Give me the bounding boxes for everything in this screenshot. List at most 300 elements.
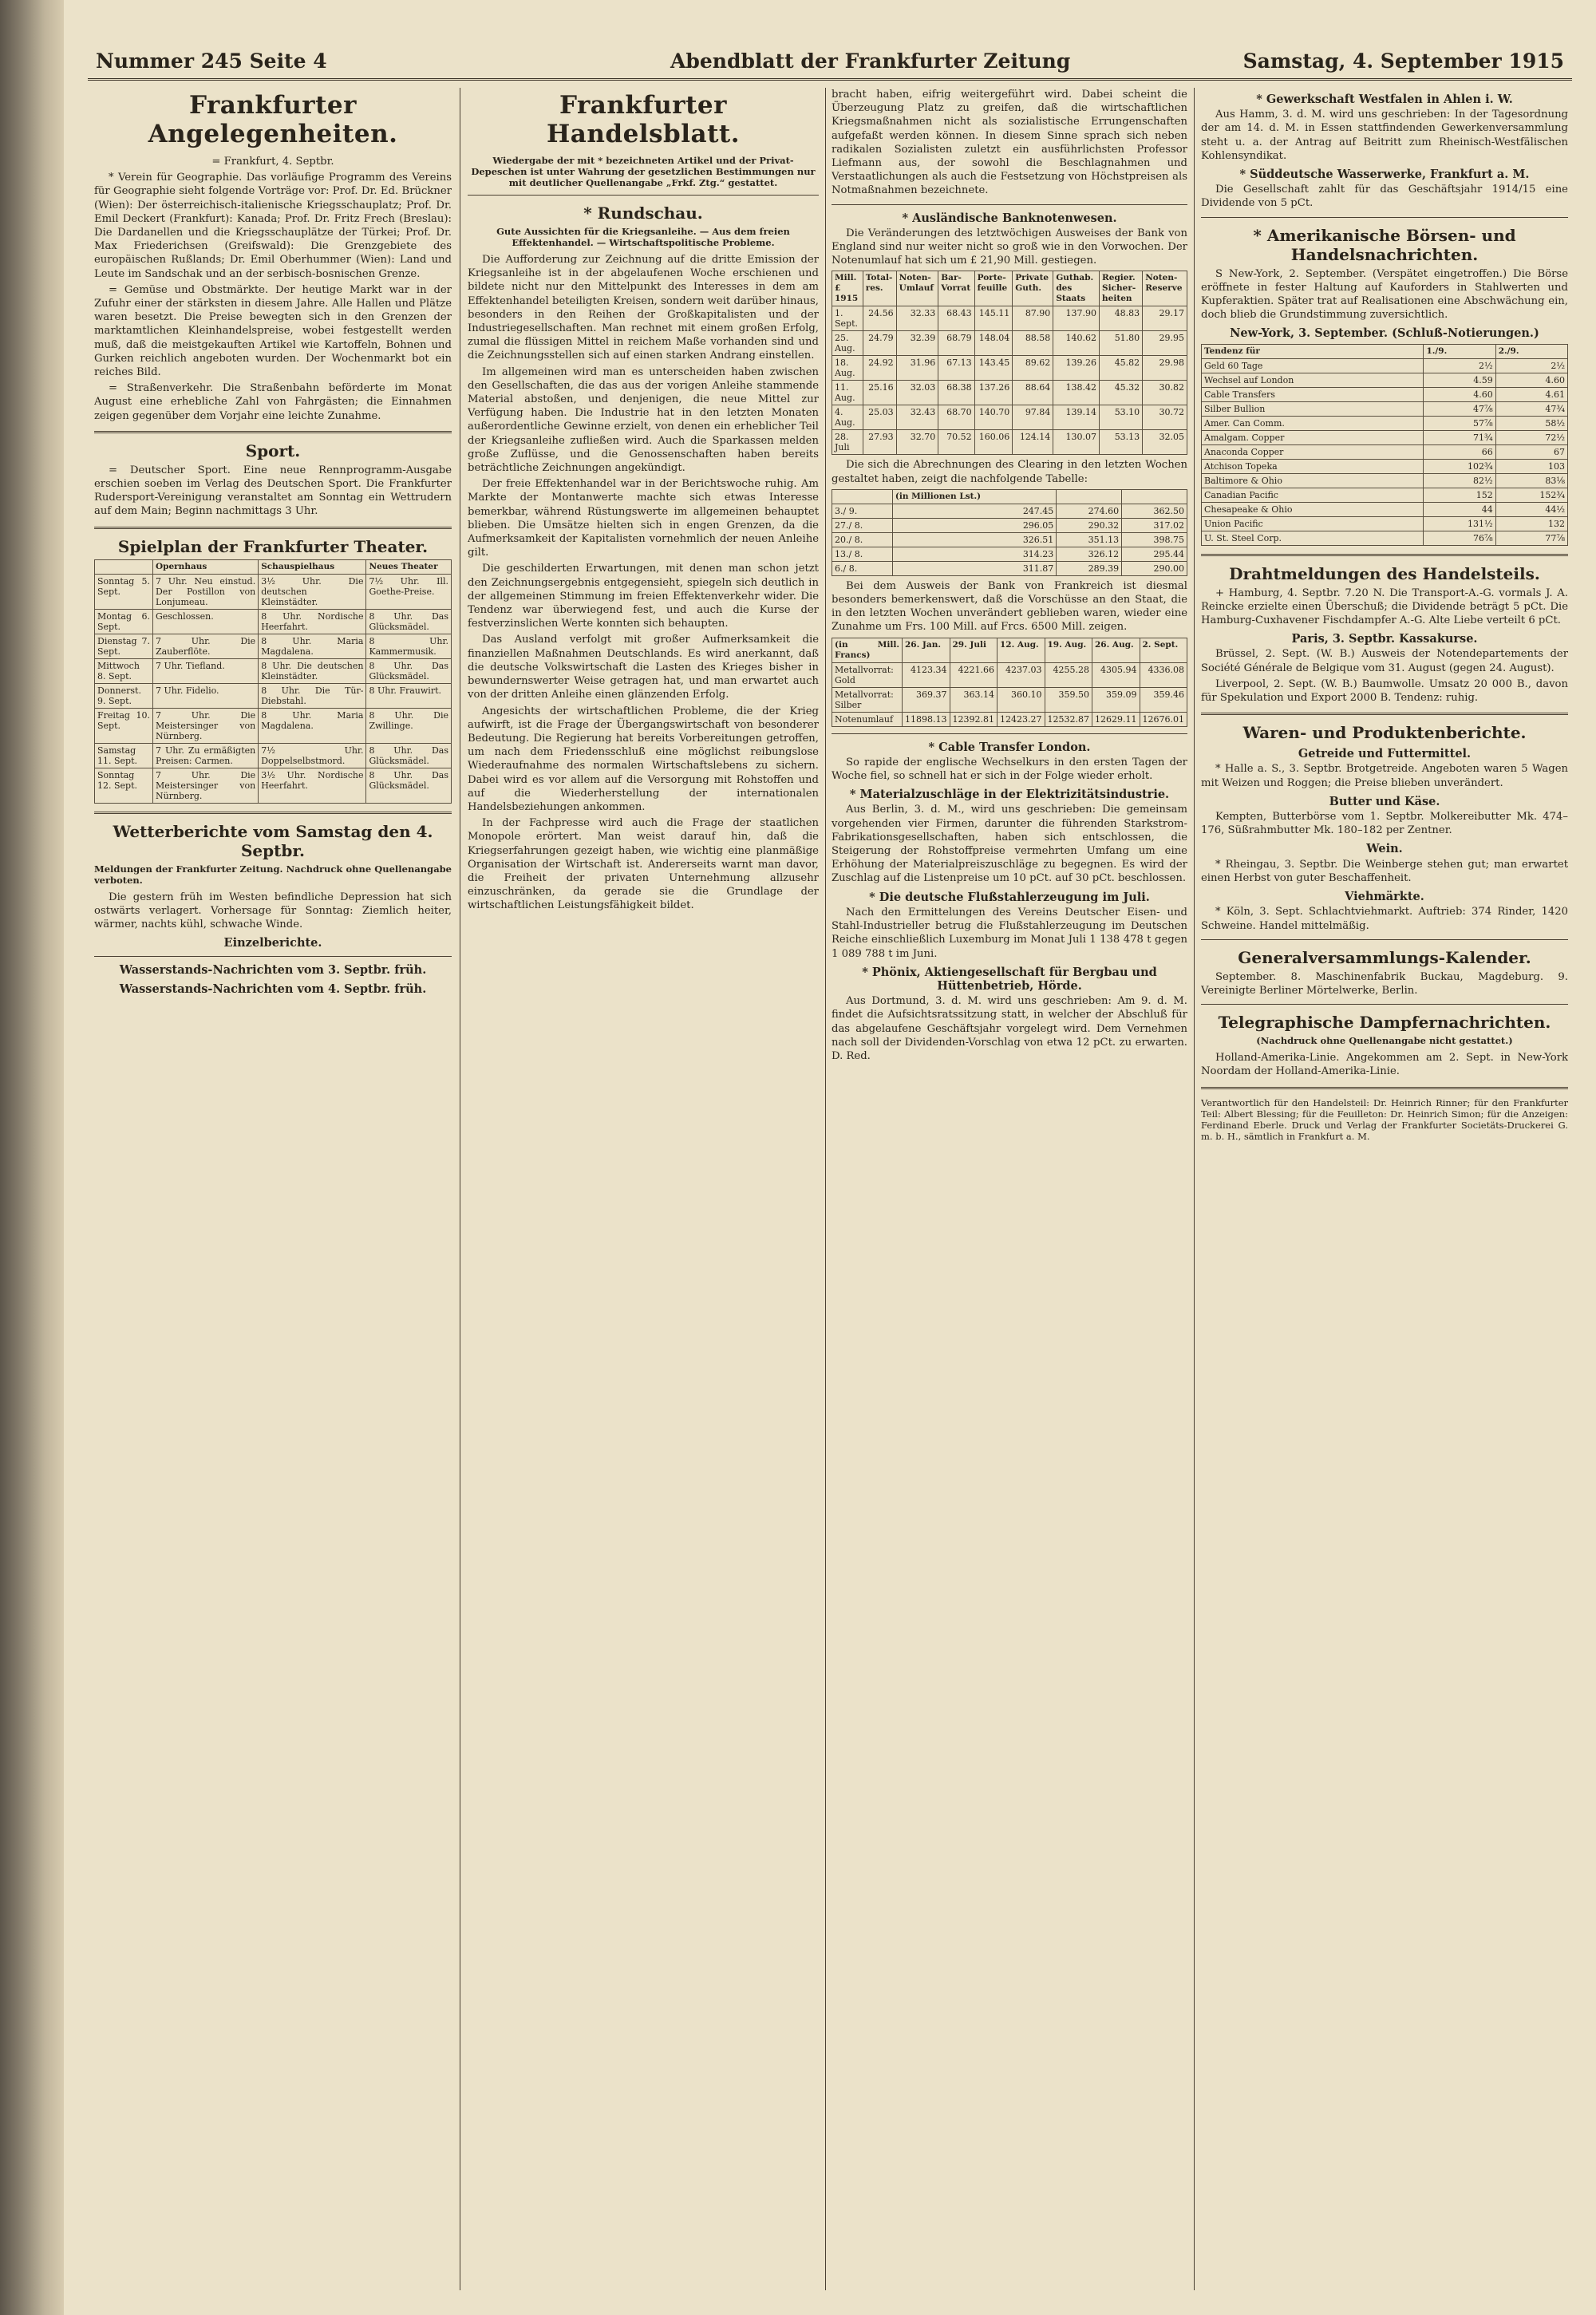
article-paragraph: S New-York, 2. September. (Verspätet eingetroffen.) Die Börse eröffnete in fester Haltung auf Kauforders in Stahlwerten und Kupferaktien. Später trat auf Realisationen eine Abschwächung ein, doch blieb die Grundstimmung zuversichtlich.	[1201, 267, 1568, 322]
table-cell: 359.50	[1045, 687, 1092, 712]
table-cell: 70.52	[938, 430, 974, 455]
telegraph-note: (Nachdruck ohne Quellenangabe nicht gestattet.)	[1256, 1035, 1513, 1047]
subsection-title: * Materialzuschläge in der Elektrizitätsindustrie.	[849, 788, 1170, 802]
divider	[468, 195, 819, 196]
table-cell: 360.10	[998, 687, 1045, 712]
table-cell: 8 Uhr. Das Glücksmädel.	[366, 609, 452, 634]
table-cell: 28. Juli	[832, 430, 863, 455]
divider	[94, 527, 452, 529]
table-cell: 140.62	[1053, 331, 1100, 356]
book-binding	[0, 0, 64, 2315]
table-cell: Canadian Pacific	[1202, 488, 1424, 502]
table-cell: 53.10	[1100, 405, 1143, 430]
table-header-cell	[832, 489, 893, 504]
table-row	[832, 712, 1187, 726]
table-cell: 362.50	[1122, 504, 1187, 518]
table-cell: 4.60	[1424, 387, 1495, 401]
article-paragraph: Kempten, Butterbörse vom 1. Septbr. Molkereibutter Mk. 474–176, Süßrahmbutter Mk. 180–182 per Zentner.	[1201, 811, 1568, 837]
table-cell: 8 Uhr. Das Glücksmädel.	[366, 768, 452, 803]
table-cell: 32.33	[896, 306, 938, 331]
subsection-title: Wasserstands-Nachrichten vom 4. Septbr. früh.	[119, 982, 427, 996]
table-header-cell: (in Millionen Lst.)	[892, 489, 1056, 504]
table-cell: 137.26	[974, 381, 1013, 405]
table-cell: 290.32	[1057, 518, 1122, 532]
table-cell: Donnerst. 9. Sept.	[95, 683, 153, 708]
lead-summary: Gute Aussichten für die Kriegsanleihe. — Aus dem freien Effektenhandel. — Wirtschaftspolitische Probleme.	[496, 226, 790, 248]
table-row	[832, 331, 1187, 356]
table-cell: 83⅛	[1495, 473, 1567, 488]
table-cell: 7 Uhr. Zu ermäßigten Preisen: Carmen.	[152, 743, 258, 768]
divider	[1201, 713, 1568, 715]
article-paragraph: * Halle a. S., 3. Septbr. Brotgetreide. Angeboten waren 5 Wagen mit Weizen und Roggen; die Preise blieben unverändert.	[1201, 763, 1568, 789]
table-cell: 7½ Uhr. Ill. Goethe-Preise.	[366, 574, 452, 609]
table-cell: 8 Uhr. Maria Magdalena.	[259, 708, 366, 743]
table-cell: 27.93	[863, 430, 896, 455]
table-cell: 139.14	[1053, 405, 1100, 430]
table-cell: 45.82	[1100, 356, 1143, 381]
table-cell: 68.79	[938, 331, 974, 356]
table-cell: 29.95	[1143, 331, 1187, 356]
article-paragraph: Aus Berlin, 3. d. M., wird uns geschrieben: Die gemeinsam vorgehenden vier Firmen, darunter die führenden Starkstrom-Fabrikationsgesellschaften, haben sich entschlossen, die Steigerung der Rohstoffpreise vermehrten Umfang um eine Erhöhung der Materialpreiszuschläge zu begegnen. Es wird der Zuschlag auf die Listenpreise um 10 pCt. auf 30 pCt. beschlossen.	[832, 804, 1187, 885]
table-cell: 88.64	[1013, 381, 1053, 405]
table-cell: 29.17	[1143, 306, 1187, 331]
table-header-cell: 2./9.	[1495, 344, 1567, 358]
table-row	[1202, 416, 1568, 430]
table-cell: 247.45	[892, 504, 1056, 518]
table-header-cell: Mill. £ 1915	[832, 271, 863, 306]
table-cell: Sonntag 12. Sept.	[95, 768, 153, 803]
table-cell: 103	[1495, 459, 1567, 473]
table-row	[1202, 473, 1568, 488]
table-row	[95, 609, 452, 634]
table-cell: 29.98	[1143, 356, 1187, 381]
table-cell: 102¾	[1424, 459, 1495, 473]
table-cell: 359.09	[1092, 687, 1140, 712]
table-cell: Dienstag 7. Sept.	[95, 634, 153, 658]
table-cell: 6./ 8.	[832, 561, 893, 575]
table-header-cell: (in Mill. Francs)	[832, 638, 903, 662]
table-cell: Freitag 10. Sept.	[95, 708, 153, 743]
new-york-quotes-table	[1201, 344, 1568, 546]
dateline: = Frankfurt, 4. Septbr.	[211, 156, 334, 168]
table-cell: 8 Uhr. Maria Magdalena.	[259, 634, 366, 658]
table-header-cell: 26. Jan.	[903, 638, 950, 662]
table-cell: 31.96	[896, 356, 938, 381]
table-cell: 24.92	[863, 356, 896, 381]
table-cell: 8 Uhr. Die Tür-Diebstahl.	[259, 683, 366, 708]
table-row	[95, 683, 452, 708]
table-cell: 8 Uhr. Frauwirt.	[366, 683, 452, 708]
table-cell: 8 Uhr. Nordische Heerfahrt.	[259, 609, 366, 634]
table-cell: 137.90	[1053, 306, 1100, 331]
table-cell: 295.44	[1122, 547, 1187, 561]
table-header-cell: Neues Theater	[366, 559, 452, 574]
bank-of-france-table	[832, 638, 1187, 727]
table-cell: 7½ Uhr. Doppelselbstmord.	[259, 743, 366, 768]
table-header-cell	[1057, 489, 1122, 504]
table-cell: 67.13	[938, 356, 974, 381]
article-paragraph: Die gestern früh im Westen befindliche Depression hat sich ostwärts verlagert. Vorhersage für Sonntag: Ziemlich heiter, wärmer, nachts kühl, schwache Winde.	[94, 891, 452, 931]
table-row	[1202, 387, 1568, 401]
table-cell: 160.06	[974, 430, 1013, 455]
table-cell: 88.58	[1013, 331, 1053, 356]
reprint-note: Wiedergabe der mit * bezeichneten Artikel und der Privat-Depeschen ist unter Wahrung der gesetzlichen Bestimmungen nur mit deutlicher Quellenangabe „Frkf. Ztg.“ gestattet.	[471, 155, 816, 188]
article-paragraph: = Gemüse und Obstmärkte. Der heutige Markt war in der Zufuhr einer der stärksten in diesem Jahre. Alle Hallen und Plätze waren besetzt. Die Preise bewegten sich in den Grenzen der marktamtlichen Kleinhandelspreise, wobei festgestellt werden muß, daß die meistgekauften Artikel wie Kartoffeln, Bohnen und Gurken reichlich angeboten wurden. Der Wochenmarkt bot ein reiches Bild.	[94, 283, 452, 379]
table-cell: 20./ 8.	[832, 532, 893, 547]
divider	[1201, 554, 1568, 556]
table-cell: Metallvorrat: Gold	[832, 662, 903, 687]
table-row	[95, 574, 452, 609]
table-cell: 140.70	[974, 405, 1013, 430]
table-header-cell: Opernhaus	[152, 559, 258, 574]
article-paragraph: * Verein für Geographie. Das vorläufige Programm des Vereins für Geographie sieht folgende Vorträge vor: Prof. Dr. Ed. Brückner (Wien): Der österreichisch-italienische Kriegsschauplatz; Prof. Dr. Emil Deckert (Frankfurt): Kanada; Prof. Dr. Fritz Frech (Breslau): Die Dardanellen und die Kriegsschauplätze der Türkei; Prof. Dr. Max Friederichsen (Greifswald): Die Grenzgebiete des europäischen Rußlands; Dr. Emil Oberhummer (Wien): Land und Leute im Sandschak und an der serbisch-bosnischen Grenze.	[94, 172, 452, 280]
table-row	[1202, 502, 1568, 516]
table-cell: 72½	[1495, 430, 1567, 444]
subsection-title: Wein.	[1366, 842, 1403, 856]
table-cell: 4123.34	[903, 662, 950, 687]
table-cell: 32.70	[896, 430, 938, 455]
table-cell: 24.56	[863, 306, 896, 331]
divider	[94, 812, 452, 814]
table-cell: 53.13	[1100, 430, 1143, 455]
table-cell: 7 Uhr. Die Meistersinger von Nürnberg.	[152, 708, 258, 743]
table-cell: 4336.08	[1140, 662, 1187, 687]
table-cell: 7 Uhr. Fidelio.	[152, 683, 258, 708]
table-header-cell: 12. Aug.	[998, 638, 1045, 662]
article-paragraph: Bei dem Ausweis der Bank von Frankreich ist diesmal besonders bemerkenswert, daß die Vorschüsse an den Staat, die in den letzten Wochen unverändert geblieben waren, wieder eine Zunahme um Frs. 100 Mill. auf Frcs. 6500 Mill. zeigen.	[832, 579, 1187, 634]
subsection-title: Butter und Käse.	[1329, 794, 1440, 808]
table-row	[832, 430, 1187, 455]
table-cell: 47¾	[1495, 401, 1567, 416]
subsection-title: Getreide und Futtermittel.	[1298, 747, 1472, 761]
weather-note: Meldungen der Frankfurter Zeitung. Nachdruck ohne Quellenangabe verboten.	[94, 863, 452, 886]
table-cell: Atchison Topeka	[1202, 459, 1424, 473]
table-cell: 4.61	[1495, 387, 1567, 401]
subsection-title: Einzelberichte.	[223, 936, 322, 950]
theater-table	[94, 559, 452, 804]
column-handelsblatt	[468, 88, 819, 2298]
table-cell: 7 Uhr. Die Zauberflöte.	[152, 634, 258, 658]
table-cell: 68.38	[938, 381, 974, 405]
table-cell: 76⅞	[1424, 531, 1495, 545]
table-cell: 369.37	[903, 687, 950, 712]
table-row	[832, 381, 1187, 405]
subsection-title: * Ausländische Banknotenwesen.	[902, 211, 1117, 225]
section-title-weather: Wetterberichte vom Samstag den 4. Septbr.	[113, 821, 433, 860]
table-cell: Samstag 11. Sept.	[95, 743, 153, 768]
table-cell: 13./ 8.	[832, 547, 893, 561]
table-cell: 4305.94	[1092, 662, 1140, 687]
table-cell: 4. Aug.	[832, 405, 863, 430]
article-paragraph: Aus Dortmund, 3. d. M. wird uns geschrieben: Am 9. d. M. findet die Aufsichtsratssitzung statt, in welcher der Abschluß für das abgelaufene Geschäftsjahr vorgelegt wird. Dem Vernehmen nach soll der Dividenden-Vorschlag von etwa 12 pCt. zu erwarten. D. Red.	[832, 995, 1187, 1062]
article-paragraph: Im allgemeinen wird man es unterscheiden haben zwischen den Gesellschaften, die das aus der vorigen Anleihe stammende Material abstoßen, und denjenigen, die neue Mittel zur Verfügung haben. Die Industrie hat in den letzten Monaten außerordentliche Gewinne erzielt, von denen ein erheblicher Teil der Kriegsanleihe zufließen wird. Auch die Sparkassen melden große Zuflüsse, und die Genossenschaften haben bereits beträchtliche Zeichnungen angekündigt.	[468, 365, 819, 475]
table-cell: 32.39	[896, 331, 938, 356]
article-paragraph: Die geschilderten Erwartungen, mit denen man schon jetzt den Zeichnungsergebnis entgegensieht, spiegeln sich deutlich in der allgemeinen Stimmung im freien Effektenverkehr wider. Die Tendenz war überwiegend fest, und auch die Kurse der festverzinslichen Werte konnten sich behaupten.	[468, 563, 819, 630]
table-row	[1202, 401, 1568, 416]
divider	[832, 733, 1187, 734]
masthead	[88, 38, 1572, 81]
table-cell: 25.03	[863, 405, 896, 430]
article-paragraph: September. 8. Maschinenfabrik Buckau, Magdeburg. 9. Vereinigte Berliner Mörtelwerke, Berlin.	[1201, 970, 1568, 997]
table-header-cell: Noten-Umlauf	[896, 271, 938, 306]
subsection-title: * Cable Transfer London.	[928, 740, 1091, 754]
table-cell: 139.26	[1053, 356, 1100, 381]
table-cell: 290.00	[1122, 561, 1187, 575]
table-header-cell: Total-res.	[863, 271, 896, 306]
table-cell: 145.11	[974, 306, 1013, 331]
table-header-cell: Tendenz für	[1202, 344, 1424, 358]
table-cell: Union Pacific	[1202, 516, 1424, 531]
table-cell: 314.23	[892, 547, 1056, 561]
article-paragraph: bracht haben, eifrig weitergeführt wird. Dabei scheint die Überzeugung Platz zu greifen, daß die wirtschaftlichen Kriegsmaßnahmen nicht als sozialistische Errungenschaften aufgefaßt werden können. In diesem Sinne sprach sich neben radikalen Sozialisten zuletzt ein ausführlichsten Professor Liefmann aus, der sowohl die Beschlagnahmen und Verstaatlichungen als auch die Festsetzung von Höchstpreisen als Notmaßnahmen bezeichnete.	[832, 89, 1187, 197]
table-cell: Metallvorrat: Silber	[832, 687, 903, 712]
section-title-telegraph: Telegraphische Dampfernachrichten.	[1218, 1013, 1551, 1033]
table-cell: 311.87	[892, 561, 1056, 575]
table-cell: 138.42	[1053, 381, 1100, 405]
table-cell: 44½	[1495, 502, 1567, 516]
table-row	[95, 634, 452, 658]
column-economy	[832, 88, 1187, 2298]
table-cell: 11898.13	[903, 712, 950, 726]
table-header-cell	[95, 559, 153, 574]
section-title-drahtmeldungen: Drahtmeldungen des Handelsteils.	[1229, 563, 1540, 583]
table-cell: 152¾	[1495, 488, 1567, 502]
subsection-title: * Süddeutsche Wasserwerke, Frankfurt a. M.	[1239, 168, 1530, 182]
subsection-title: Wasserstands-Nachrichten vom 3. Septbr. früh.	[119, 963, 427, 978]
table-row	[1202, 358, 1568, 373]
article-paragraph: Aus Hamm, 3. d. M. wird uns geschrieben: In der Tagesordnung der am 14. d. M. in Essen stattfindenden Gewerkenversammlung steht u. a. der Antrag auf Beitritt zum Rheinisch-Westfälischen Kohlensyndikat.	[1201, 109, 1568, 162]
table-cell: 326.51	[892, 532, 1056, 547]
subsection-title: Viehmärkte.	[1345, 890, 1424, 904]
table-cell: 8 Uhr. Die deutschen Kleinstädter.	[259, 658, 366, 683]
table-cell: 326.12	[1057, 547, 1122, 561]
table-cell: Cable Transfers	[1202, 387, 1424, 401]
article-paragraph: Holland-Amerika-Linie. Angekommen am 2. Sept. in New-York Noordam der Holland-Amerika-Linie.	[1201, 1052, 1568, 1078]
article-paragraph: * Rheingau, 3. Septbr. Die Weinberge stehen gut; man erwartet einen Herbst von guter Beschaffenheit.	[1201, 858, 1568, 884]
table-cell: 51.80	[1100, 331, 1143, 356]
article-paragraph: Angesichts der wirtschaftlichen Probleme, die der Krieg aufwirft, ist die Frage der Übergangswirtschaft von besonderer Bedeutung. Die Regierung hat bereits Vorbereitungen getroffen, um nach dem Friedensschluß eine möglichst reibungslose Wiederaufnahme des normalen Wirtschaftslebens zu sichern. Dabei wird es vor allem auf die Versorgung mit Rohstoffen und auf die Wiederherstellung der internationalen Handelsbeziehungen ankommen.	[468, 705, 819, 813]
subsection-title: * Gewerkschaft Westfalen in Ahlen i. W.	[1256, 93, 1513, 106]
table-cell: U. St. Steel Corp.	[1202, 531, 1424, 545]
divider	[94, 956, 452, 957]
column-rule	[1194, 88, 1195, 2290]
divider	[1201, 1087, 1568, 1089]
table-cell: 2½	[1495, 358, 1567, 373]
table-cell: 27./ 8.	[832, 518, 893, 532]
subsection-title: * Die deutsche Flußstahlerzeugung im Juli.	[869, 890, 1150, 904]
divider	[1201, 939, 1568, 940]
table-cell: 68.70	[938, 405, 974, 430]
table-cell: 45.32	[1100, 381, 1143, 405]
table-cell: 68.43	[938, 306, 974, 331]
table-header-cell: Regier. Sicher-heiten	[1100, 271, 1143, 306]
table-cell: 12392.81	[950, 712, 998, 726]
table-cell: 58½	[1495, 416, 1567, 430]
table-cell: 2½	[1424, 358, 1495, 373]
table-cell: 18. Aug.	[832, 356, 863, 381]
table-cell: 89.62	[1013, 356, 1053, 381]
column-frankfurt	[94, 88, 452, 2298]
table-cell: 57⅞	[1424, 416, 1495, 430]
table-cell: 71¾	[1424, 430, 1495, 444]
table-cell: Sonntag 5. Sept.	[95, 574, 153, 609]
table-cell: 4.59	[1424, 373, 1495, 387]
article-paragraph: Die Veränderungen des letztwöchigen Ausweises der Bank von England sind nur weiter nicht so groß wie in den Vorwochen. Der Notenumlauf hat sich um £ 21,90 Mill. gestiegen.	[832, 227, 1187, 267]
table-cell: Silber Bullion	[1202, 401, 1424, 416]
article-paragraph: + Hamburg, 4. Septbr. 7.20 N. Die Transport-A.-G. vormals J. A. Reincke erzielte einen Überschuß; die Dividende beträgt 5 pCt. Die Hamburg-Cuxhavener Fischdampfer A.-G. Alte Liebe verteilt 6 pCt.	[1201, 587, 1568, 627]
article-paragraph: Die sich die Abrechnungen des Clearing in den letzten Wochen gestaltet haben, zeigt die nachfolgende Tabelle:	[832, 459, 1187, 485]
section-title-amerika: * Amerikanische Börsen- und Handelsnachrichten.	[1253, 225, 1516, 264]
table-cell: 32.43	[896, 405, 938, 430]
table-cell: Chesapeake & Ohio	[1202, 502, 1424, 516]
column-markets	[1201, 88, 1568, 2298]
table-cell: 8 Uhr. Das Glücksmädel.	[366, 658, 452, 683]
table-row	[832, 356, 1187, 381]
table-row	[832, 662, 1187, 687]
table-header-cell: Guthab. des Staats	[1053, 271, 1100, 306]
table-cell: 4221.66	[950, 662, 998, 687]
table-cell: 7 Uhr. Tiefland.	[152, 658, 258, 683]
table-cell: 131½	[1424, 516, 1495, 531]
table-cell: 12676.01	[1140, 712, 1187, 726]
table-cell: Mittwoch 8. Sept.	[95, 658, 153, 683]
table-cell: 289.39	[1057, 561, 1122, 575]
table-cell: 66	[1424, 444, 1495, 459]
table-cell: 3½ Uhr. Die deutschen Kleinstädter.	[259, 574, 366, 609]
table-cell: 97.84	[1013, 405, 1053, 430]
article-paragraph: Nach den Ermittelungen des Vereins Deutscher Eisen- und Stahl-Industrieller betrug die Flußstahlerzeugung im Deutschen Reiche einschließlich Luxemburg im Monat Juli 1 138 478 t gegen 1 089 788 t im Juni.	[832, 906, 1187, 960]
table-header-cell	[1122, 489, 1187, 504]
column-rule	[825, 88, 826, 2290]
table-row	[832, 306, 1187, 331]
article-paragraph: Das Ausland verfolgt mit großer Aufmerksamkeit die finanziellen Maßnahmen Deutschlands. Es wird anerkannt, daß die deutsche Volkswirtschaft die Lasten des Krieges bisher in bewundernswerter Weise getragen hat, und man erwartet auch von der dritten Anleihe einen glänzenden Erfolg.	[468, 634, 819, 701]
article-paragraph: Der freie Effektenhandel war in der Berichtswoche ruhig. Am Markte der Montanwerte machte sich etwas Interesse bemerkbar, während Rüstungswerte im allgemeinen behauptet blieben. Die Umsätze hielten sich in engen Grenzen, da die Aufmerksamkeit der Kapitalisten vornehmlich der neuen Anleihe gilt.	[468, 478, 819, 559]
table-cell: 130.07	[1053, 430, 1100, 455]
table-row	[832, 518, 1187, 532]
table-header-cell: 2. Sept.	[1140, 638, 1187, 662]
table-cell: 30.82	[1143, 381, 1187, 405]
bank-of-england-table	[832, 271, 1187, 455]
table-cell: Anaconda Copper	[1202, 444, 1424, 459]
table-header-cell: Bar-Vorrat	[938, 271, 974, 306]
table-cell: 8 Uhr. Das Glücksmädel.	[366, 743, 452, 768]
table-cell: 4237.03	[998, 662, 1045, 687]
table-cell: 3½ Uhr. Nordische Heerfahrt.	[259, 768, 366, 803]
table-row	[1202, 430, 1568, 444]
subsection-title: Paris, 3. Septbr. Kassakurse.	[1291, 632, 1478, 646]
section-title-general: Generalversammlungs-Kalender.	[1238, 947, 1531, 967]
divider	[94, 431, 452, 433]
table-cell: 3./ 9.	[832, 504, 893, 518]
article-paragraph: = Deutscher Sport. Eine neue Rennprogramm-Ausgabe erschien soeben im Verlag des Deutschen Sport. Die Frankfurter Rudersport-Vereinigung veranstaltet am Sonntag ein Wettrudern auf dem Main; Beginn nachmittags 3 Uhr.	[94, 464, 452, 518]
table-row	[832, 504, 1187, 518]
table-row	[95, 708, 452, 743]
section-title-theater: Spielplan der Frankfurter Theater.	[117, 536, 429, 556]
table-row	[95, 658, 452, 683]
article-paragraph: Brüssel, 2. Sept. (W. B.) Ausweis der Notendepartements der Société Générale de Belgique vom 31. August (gegen 24. August).	[1201, 648, 1568, 674]
table-row	[95, 768, 452, 803]
table-cell: 32.05	[1143, 430, 1187, 455]
table-cell: 4.60	[1495, 373, 1567, 387]
divider	[1201, 1004, 1568, 1005]
table-cell: 25.16	[863, 381, 896, 405]
section-title-rundschau: * Rundschau.	[583, 203, 703, 223]
table-cell: Notenumlauf	[832, 712, 903, 726]
table-row	[832, 532, 1187, 547]
table-header-cell: 1./9.	[1424, 344, 1495, 358]
table-row	[1202, 488, 1568, 502]
table-cell: 351.13	[1057, 532, 1122, 547]
table-cell: 12423.27	[998, 712, 1045, 726]
article-paragraph: = Straßenverkehr. Die Straßenbahn beförderte im Monat August eine erhebliche Zahl von Fahrgästen; die Einnahmen zeigen gegenüber dem Vorjahr eine leichte Zunahme.	[94, 382, 452, 422]
section-title-waren: Waren- und Produktenberichte.	[1242, 723, 1527, 743]
table-header-cell: Private Guth.	[1013, 271, 1053, 306]
table-cell: Geld 60 Tage	[1202, 358, 1424, 373]
issue-number: Nummer 245 Seite 4	[96, 49, 327, 73]
table-cell: 274.60	[1057, 504, 1122, 518]
imprint: Verantwortlich für den Handelsteil: Dr. Heinrich Rinner; für den Frankfurter Teil: Albert Blessing; für die Feuilleton: Dr. Heinrich Simon; für die Anzeigen: Ferdinand Eberle. Druck und Verlag der Frankfurter Societäts-Druckerei G. m. b. H., sämtlich in Frankfurt a. M.	[1201, 1096, 1568, 1142]
table-row	[95, 743, 452, 768]
table-cell: Wechsel auf London	[1202, 373, 1424, 387]
table-row	[832, 547, 1187, 561]
section-title-sport: Sport.	[245, 440, 301, 460]
subsection-title: New-York, 3. September. (Schluß-Notierungen.)	[1230, 326, 1539, 341]
table-header-cell: Schauspielhaus	[259, 559, 366, 574]
table-row	[832, 561, 1187, 575]
table-cell: 1. Sept.	[832, 306, 863, 331]
table-cell: 152	[1424, 488, 1495, 502]
table-cell: 87.90	[1013, 306, 1053, 331]
table-cell: 47⅞	[1424, 401, 1495, 416]
table-header-cell: Porte-feuille	[974, 271, 1013, 306]
newspaper-title: Abendblatt der Frankfurter Zeitung	[670, 49, 1071, 73]
section-title-handelsblatt: Frankfurter Handelsblatt.	[546, 91, 740, 148]
table-cell: 32.03	[896, 381, 938, 405]
table-cell: Amalgam. Copper	[1202, 430, 1424, 444]
article-paragraph: * Köln, 3. Sept. Schlachtviehmarkt. Auftrieb: 374 Rinder, 1420 Schweine. Handel mittelmäßig.	[1201, 906, 1568, 932]
issue-date: Samstag, 4. September 1915	[1242, 49, 1564, 73]
article-paragraph: So rapide der englische Wechselkurs in den ersten Tagen der Woche fiel, so schnell hat er sich in der Folge wieder erholt.	[832, 756, 1187, 783]
table-cell: Baltimore & Ohio	[1202, 473, 1424, 488]
table-cell: 4255.28	[1045, 662, 1092, 687]
table-cell: 8 Uhr. Kammermusik.	[366, 634, 452, 658]
article-paragraph: Die Aufforderung zur Zeichnung auf die dritte Emission der Kriegsanleihe ist in der abgelaufenen Woche erschienen und bildete nicht nur den Mittelpunkt des Interesses in dem am Effektenhandel beteiligten Kreisen, sondern weit darüber hinaus, besonders in den Reihen der Großkapitalisten und der Industriegesellschaften. Man rechnet mit einem großen Erfolg, zumal die flüssigen Mittel in reichem Maße vorhanden sind und die Zeichnungsstellen sich auf einen starken Andrang einstellen.	[468, 254, 819, 362]
table-header-cell: 19. Aug.	[1045, 638, 1092, 662]
subsection-title: * Phönix, Aktiengesellschaft für Bergbau und Hüttenbetrieb, Hörde.	[862, 965, 1157, 993]
article-paragraph: Die Gesellschaft zahlt für das Geschäftsjahr 1914/15 eine Dividende von 5 pCt.	[1201, 184, 1568, 210]
table-cell: 44	[1424, 502, 1495, 516]
table-cell: 67	[1495, 444, 1567, 459]
table-cell: 24.79	[863, 331, 896, 356]
divider	[832, 204, 1187, 205]
table-cell: 25. Aug.	[832, 331, 863, 356]
table-row	[1202, 444, 1568, 459]
table-row	[1202, 531, 1568, 545]
section-title-frankfurt: Frankfurter Angelegenheiten.	[148, 91, 398, 148]
table-cell: 12532.87	[1045, 712, 1092, 726]
table-cell: Montag 6. Sept.	[95, 609, 153, 634]
table-cell: Geschlossen.	[152, 609, 258, 634]
table-cell: 359.46	[1140, 687, 1187, 712]
table-cell: 363.14	[950, 687, 998, 712]
table-header-cell: 29. Juli	[950, 638, 998, 662]
table-cell: 48.83	[1100, 306, 1143, 331]
table-cell: 132	[1495, 516, 1567, 531]
article-paragraph: In der Fachpresse wird auch die Frage der staatlichen Monopole erörtert. Man weist darauf hin, daß die Kriegserfahrungen gezeigt haben, wie wichtig eine planmäßige Organisation der Wirtschaft ist. Andererseits warnt man davor, die Freiheit der privaten Unternehmung allzusehr einzuschränken, da gerade sie die Grundlage der wirtschaftlichen Leistungsfähigkeit bildet.	[468, 817, 819, 912]
table-header-cell: Noten-Reserve	[1143, 271, 1187, 306]
table-cell: Amer. Can Comm.	[1202, 416, 1424, 430]
table-cell: 8 Uhr. Die Zwillinge.	[366, 708, 452, 743]
